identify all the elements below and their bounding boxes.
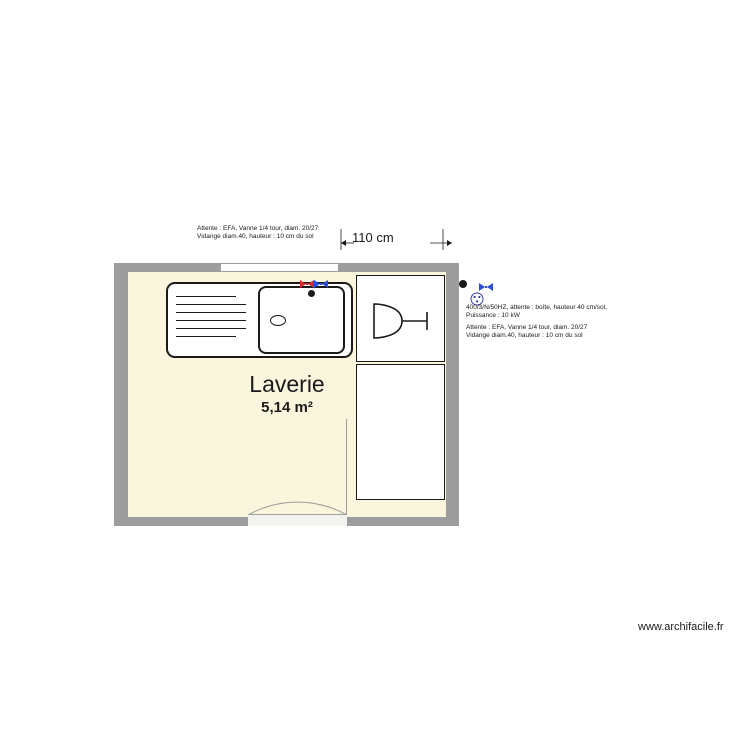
annotation-right-line-4: Vidange diam.40, hauteur : 10 cm du sol xyxy=(466,332,583,339)
room-name: Laverie xyxy=(249,371,325,397)
appliance-box xyxy=(356,364,445,500)
sink-drain-icon xyxy=(270,315,286,326)
window-opening xyxy=(221,263,338,272)
annotation-top xyxy=(197,225,357,241)
sink-tap-icon xyxy=(308,290,315,297)
watermark: www.archifacile.fr xyxy=(638,621,724,633)
dimension-label: 110 cm xyxy=(352,230,394,245)
annotation-right-line-1: 400/3/N/50HZ, attente : boîte, hauteur 40 cm/sol, xyxy=(466,304,607,311)
door-swing-arc xyxy=(248,419,347,515)
door-opening xyxy=(248,514,347,526)
annotation-right-line-3: Attente : EFA, Vanne 1/4 tour, diam. 20/27 xyxy=(466,324,588,331)
drainboard-icon xyxy=(176,296,246,345)
annotation-top-line-1: Attente : EFA, Vanne 1/4 tour, diam. 20/27 xyxy=(197,225,319,232)
annotation-right-line-2: Puissance : 10 kW xyxy=(466,312,520,319)
room-area: 5,14 m² xyxy=(261,399,313,416)
valve-icon-right xyxy=(478,279,494,289)
annotation-right xyxy=(466,304,646,340)
connection-point-icon xyxy=(459,280,467,288)
wc-fixture-box xyxy=(356,275,445,362)
valve-icon-cold xyxy=(313,276,329,286)
room-label xyxy=(214,370,360,417)
annotation-top-line-2: Vidange diam.40, hauteur : 10 cm du sol xyxy=(197,233,314,240)
